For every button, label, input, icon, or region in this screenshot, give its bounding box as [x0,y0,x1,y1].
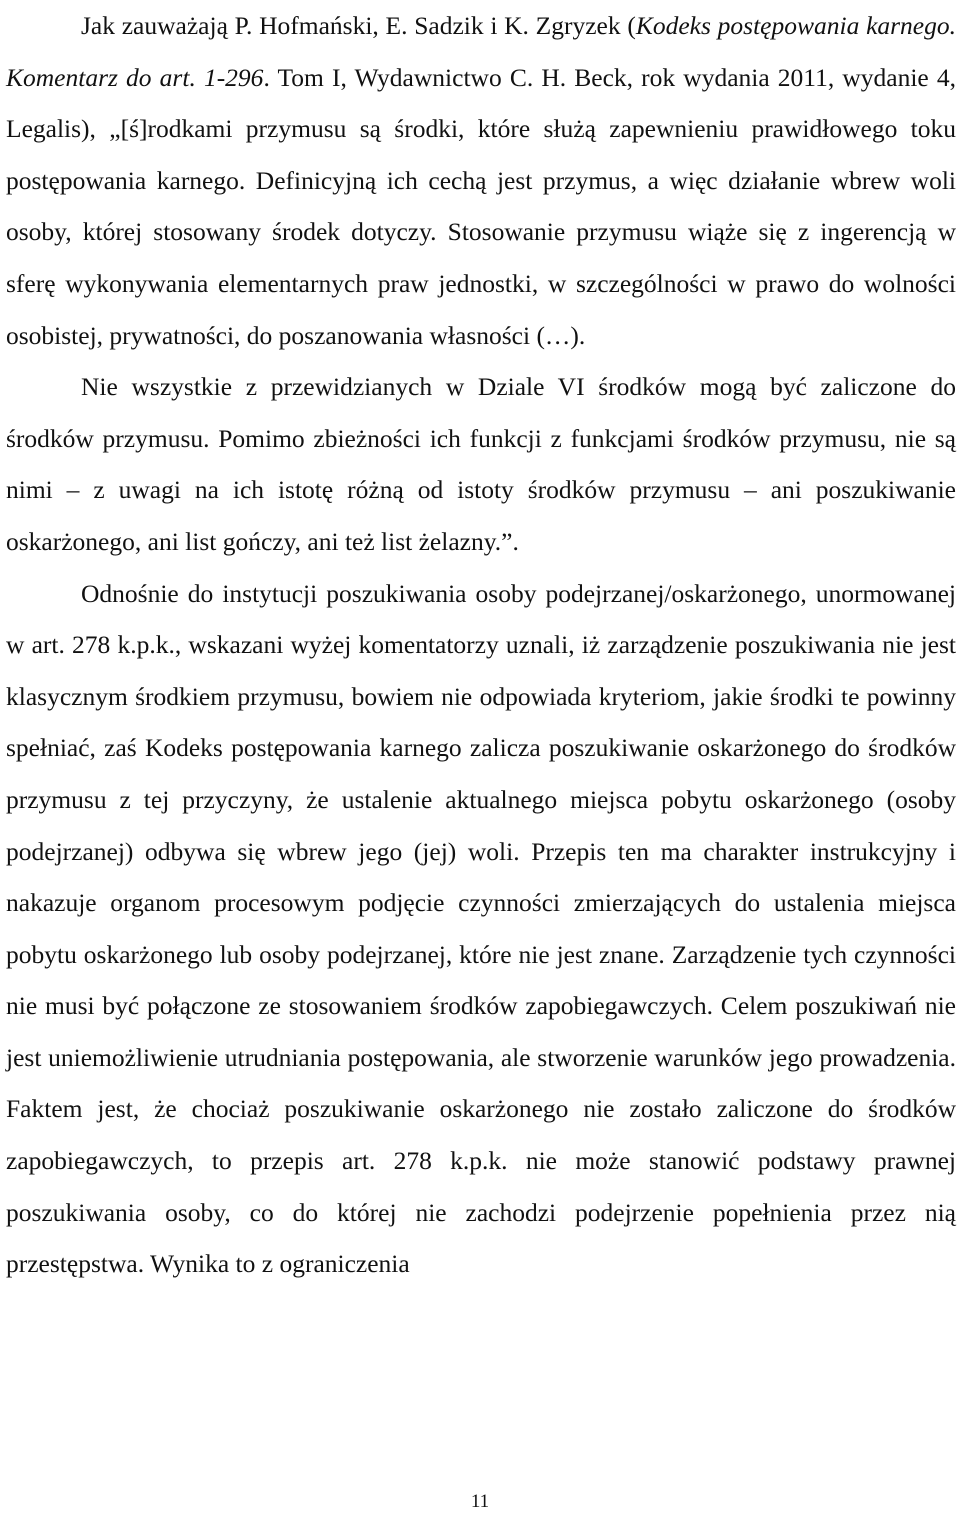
page-number: 11 [470,1491,490,1512]
paragraph-3: Odnośnie do instytucji poszukiwania osoby podejrzanej/oskarżonego, unormowanej w art. 278 k.p.k., wskazani wyżej komentatorzy uznali, iż zarządzenie poszukiwania nie jest klasycznym środkiem przymusu, bowiem nie odpowiada kryteriom, jakie środki te powinny spełniać, zaś Kodeks postępowania karnego zalicza poszukiwanie oskarżonego do środków przymusu z tej przyczyny, że ustalenie aktualnego miejsca pobytu oskarżonego (osoby podejrzanej) odbywa się wbrew jego (jej) woli. Przepis ten ma charakter instrukcyjny i nakazuje organom procesowym podjęcie czynności zmierzających do ustalenia miejsca pobytu oskarżonego lub osoby podejrzanej, które nie jest znane. Zarządzenie tych czynności nie musi być połączone ze stosowaniem środków zapobiegawczych. Celem poszukiwań nie jest uniemożliwienie utrudniania postępowania, ale stworzenie warunków jego prowadzenia. Faktem jest, że chociaż poszukiwanie oskarżonego nie zostało zaliczone do środków zapobiegawczych, to przepis art. 278 k.p.k. nie może stanowić podstawy prawnej poszukiwania osoby, co do której nie zachodzi podejrzenie popełnienia przez nią przestępstwa. Wynika to z ograniczenia [6,578,956,1279]
cited-work-title: Kodeks postępowania karnego. Komentarz do art. 1-296 [6,11,956,92]
paragraph-1 [6,0,956,361]
paragraph-1-body: . Tom I, Wydawnictwo C. H. Beck, rok wydania 2011, wydanie 4, Legalis), „[ś]rodkami przymusu są środki, które służą zapewnieniu prawidłowego toku postępowania karnego. Definicyjną ich cechą jest przymus, a więc działanie wbrew woli osoby, której stosowany środek dotyczy. Stosowanie przymusu wiąże się z ingerencją w sferę wykonywania elementarnych praw jednostki, w szczególności w prawo do wolności osobistej, prywatności, do poszanowania własności (…). [6,62,956,350]
paragraph-2: Nie wszystkie z przewidzianych w Dziale VI środków mogą być zaliczone do środków przymusu. Pomimo zbieżności ich funkcji z funkcjami środków przymusu, nie są nimi – z uwagi na ich istotę różną od istoty środków przymusu – ani poszukiwanie oskarżonego, ani list gończy, ani też list żelazny.”. [6,372,956,556]
paragraph-1-intro: Jak zauważają P. Hofmański, E. Sadzik i K. Zgryzek ( [81,11,636,40]
document-body [6,0,956,1290]
